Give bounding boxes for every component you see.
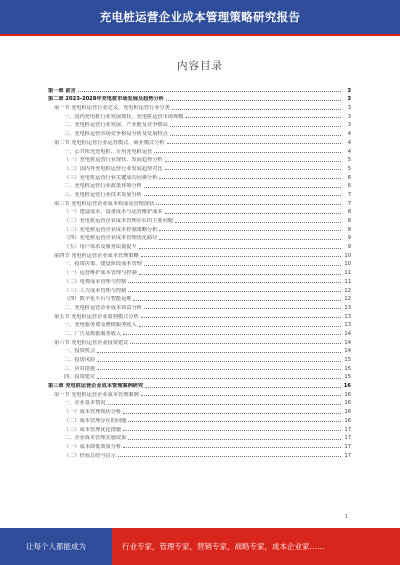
toc-entry-page: 12 [344,287,351,294]
toc-entry[interactable] [48,224,351,233]
toc-entry-page: 17 [344,426,351,433]
toc-leader-dots [139,248,341,249]
toc-leader-dots [144,265,341,266]
toc-leader-dots [97,352,341,353]
toc-entry-page: 3 [347,105,351,112]
toc-entry-text: （一）成本降低效果分析 [64,443,122,450]
toc-leader-dots [145,387,341,388]
toc-entry-page: 7 [347,191,351,198]
page-number: 1 [344,514,348,520]
toc-entry[interactable] [48,163,351,172]
toc-entry-text: 二、充电桩运营行业发展、产业链及竞争格局 [64,122,168,129]
toc-entry[interactable] [48,181,351,190]
toc-leader-dots [97,361,341,362]
toc-entry-page: 3 [347,113,351,120]
toc-entry[interactable] [48,450,351,459]
toc-entry-text: （一）充电桩运营行业现状、发展趋势分析 [64,157,163,164]
toc-entry[interactable] [48,276,351,285]
toc-entry-text: 二、充电桩运营企业成本效益分析 [64,304,142,311]
toc-leader-dots [154,152,341,153]
toc-leader-dots [123,447,341,448]
toc-entry[interactable] [48,346,351,355]
document-header [0,0,400,34]
toc-entry-page: 10 [344,252,351,259]
toc-entry[interactable] [48,233,351,242]
toc-entry-page: 3 [347,87,351,94]
toc-entry[interactable] [48,285,351,294]
toc-leader-dots [165,169,341,170]
toc-entry-text: （二）国内外充电桩运营行业发展趋势对比 [64,165,163,172]
toc-leader-dots [123,334,341,335]
toc-entry[interactable] [48,320,351,329]
toc-leader-dots [97,369,341,370]
toc-entry[interactable] [48,311,351,320]
toc-entry-page: 3 [347,96,351,103]
toc-entry-text: （三）充电桩运营企业成本控制策略分析 [64,226,158,233]
toc-entry-page: 16 [344,400,351,407]
toc-entry-text: 二、充电桩运营行业政策环境分析 [64,183,142,190]
toc-entry-text: 一、企业基本情况 [64,400,106,407]
toc-leader-dots [170,126,341,127]
toc-entry-page: 11 [344,278,351,285]
toc-entry-page: 16 [344,391,351,398]
toc-entry-page: 8 [347,226,351,233]
toc-entry[interactable] [48,398,351,407]
toc-entry[interactable] [48,302,351,311]
toc-leader-dots [128,291,341,292]
toc-entry[interactable] [48,172,351,181]
toc-entry[interactable] [48,250,351,259]
toc-leader-dots [144,187,341,188]
toc-entry[interactable] [48,198,351,207]
toc-entry-page: 16 [343,383,351,390]
table-of-contents [48,85,351,459]
toc-entry[interactable] [48,294,351,303]
toc-entry-page: 5 [347,165,351,172]
toc-leader-dots [128,282,341,283]
document-footer [0,528,400,565]
toc-entry-text: （一）建设成本、设备成本与运营维护成本 [64,209,163,216]
toc-entry[interactable] [48,259,351,268]
toc-entry-text: 第三章 充电桩运营企业成本管理案例研究 [48,383,144,390]
toc-entry[interactable] [48,389,351,398]
toc-entry-text: （二）电费成本管理与控制 [64,278,127,285]
toc-entry-text: （三）人力成本管理与控制 [64,287,127,294]
toc-entry-text: 第二章 2023-2028年充电桩市场发展及趋势分析 [48,96,164,103]
toc-entry-text: （二）成本管理存在的问题 [64,417,127,424]
toc-leader-dots [78,91,341,92]
toc-entry-page: 15 [344,374,351,381]
toc-leader-dots [128,421,341,422]
toc-leader-dots [141,256,341,257]
toc-entry-text: 二、投资风险 [64,357,96,363]
toc-entry[interactable] [48,111,351,120]
toc-leader-dots [123,430,341,431]
toc-entry-page: 13 [344,313,351,320]
toc-entry[interactable] [48,120,351,129]
toc-leader-dots [108,404,341,405]
toc-entry-text: （一）运营维护成本管理与控制 [64,270,137,277]
toc-entry-text: 第三节 充电桩运营企业成本构成及管理现状 [54,200,155,207]
toc-leader-dots [156,204,341,205]
toc-entry[interactable] [48,441,351,450]
toc-entry-page: 4 [347,148,351,155]
toc-leader-dots [133,300,341,301]
toc-leader-dots [141,317,341,318]
toc-entry[interactable] [48,146,351,155]
toc-entry[interactable] [48,433,351,442]
toc-entry-text: 第一节 充电桩运营企业成本管理案例 [54,391,139,398]
toc-entry[interactable] [48,85,351,94]
toc-leader-dots [185,117,341,118]
toc-entry-page: 16 [344,417,351,424]
toc-entry-page: 9 [347,244,351,251]
toc-entry-page: 14 [344,330,351,337]
toc-entry-text: （二）充电桩运营企业成本管理存在的主要问题 [64,218,173,224]
toc-entry[interactable] [48,189,351,198]
toc-entry-page: 6 [347,183,351,190]
toc-entry-text: （五）用户需求及服务质量提升 [64,244,137,251]
toc-entry[interactable] [48,267,351,276]
toc-leader-dots [97,378,341,379]
toc-leader-dots [123,413,341,414]
toc-entry-page: 16 [344,409,351,416]
toc-entry[interactable] [48,337,351,346]
toc-entry-text: 一、公共快充充电桩、专用充电桩运营 [64,148,153,155]
toc-entry-text: 第六节 充电桩运营企业投资建议 [54,339,129,346]
toc-entry-text: 一、投资决策、建设阶段成本管理 [64,261,142,268]
toc-entry[interactable] [48,380,351,389]
toc-entry[interactable] [48,424,351,433]
toc-entry-text: （二）经验总结与启示 [64,452,116,459]
toc-entry[interactable] [48,215,351,224]
toc-leader-dots [170,135,341,136]
toc-entry[interactable] [48,155,351,164]
toc-entry-text: 一、国内充电桩行业发展现状、充电桩运营市场规模 [64,113,184,120]
toc-entry[interactable] [48,328,351,337]
toc-leader-dots [159,239,341,240]
toc-entry[interactable] [48,415,351,424]
toc-entry-page: 13 [344,322,351,329]
toc-entry[interactable] [48,372,351,381]
toc-leader-dots [166,100,341,101]
toc-entry-page: 17 [344,435,351,442]
toc-entry[interactable] [48,363,351,372]
toc-entry-text: 一、投资机会 [64,348,96,355]
toc-entry-page: 17 [344,452,351,459]
toc-entry-page: 9 [347,235,351,242]
toc-entry-text: 四、投资建议 [64,374,96,381]
toc-entry-page: 3 [347,122,351,129]
toc-entry-text: 第五节 充电桩运营企业盈利模式分析 [54,313,139,320]
toc-leader-dots [159,178,341,179]
toc-entry-page: 14 [344,348,351,355]
toc-entry-text: （三）成本管理优化措施 [64,426,122,433]
toc-entry[interactable] [48,406,351,415]
footer-slogan-left: 让每个人都能成为 [26,542,86,551]
footer-slogan-right: 行业专家，管理专家，营销专家，战略专家，成本企业家…… [112,528,400,565]
toc-entry-page: 4 [347,139,351,146]
toc-entry-text: 三、充电桩运营行业技术发展分析 [64,191,142,198]
toc-leader-dots [141,395,341,396]
toc-entry-text: 二、企业成本管理实施效果 [64,435,127,442]
toc-entry-page: 15 [344,357,351,363]
toc-leader-dots [175,222,341,223]
toc-entry-page: 17 [344,443,351,450]
toc-entry-page: 13 [344,304,351,311]
toc-entry-page: 8 [347,218,351,224]
toc-entry-text: （三）充电桩运营行业关键成功因素分析 [64,174,158,181]
toc-entry[interactable] [48,94,351,103]
toc-leader-dots [159,230,341,231]
toc-entry-page: 7 [347,200,351,207]
toc-entry[interactable] [48,128,351,137]
toc-leader-dots [172,109,341,110]
toc-entry[interactable] [48,102,351,111]
toc-entry-page: 5 [347,157,351,164]
toc-entry[interactable] [48,207,351,216]
toc-leader-dots [165,213,341,214]
toc-page [0,36,400,528]
toc-entry-page: 14 [344,339,351,346]
toc-entry-page: 8 [347,209,351,216]
toc-entry[interactable] [48,241,351,250]
toc-leader-dots [167,143,341,144]
toc-entry-text: 二、广告及数据服务收入 [64,330,122,337]
toc-entry-page: 10 [344,261,351,268]
toc-leader-dots [130,343,341,344]
toc-entry-text: 三、充电桩运营市场竞争格局分析及发展特点 [64,131,168,138]
toc-entry-page: 4 [347,131,351,138]
toc-leader-dots [139,274,341,275]
toc-heading: 内容目录 [177,60,223,72]
toc-entry-page: 12 [344,296,351,303]
toc-entry-text: 第一节 充电桩运营行业定义、充电桩运营行业分类 [54,105,170,112]
toc-entry-text: 一、充电服务费及增值服务收入 [64,322,137,329]
toc-entry-text: 第二节 充电桩运营行业运营模式、商业模式分析 [54,139,165,146]
toc-entry[interactable] [48,354,351,363]
toc-entry-text: 三、应对措施 [64,365,96,372]
document-title: 充电桩运营企业成本管理策略研究报告 [99,10,301,24]
toc-leader-dots [128,439,341,440]
toc-entry-page: 6 [347,174,351,181]
toc-leader-dots [118,456,341,457]
toc-entry-text: （一）成本管理现状分析 [64,409,122,416]
toc-entry[interactable] [48,137,351,146]
toc-leader-dots [139,326,341,327]
toc-leader-dots [144,308,341,309]
toc-leader-dots [165,161,341,162]
toc-entry-page: 15 [344,365,351,372]
toc-entry-text: 第四节 充电桩运营企业成本管理策略 [54,252,139,259]
toc-entry-page: 11 [344,270,351,277]
toc-leader-dots [144,195,341,196]
toc-entry-text: 第一章 前言 [48,87,76,94]
toc-entry-text: （四）充电桩运营企业成本管理优化路径 [64,235,158,242]
toc-entry-text: （四）数字化平台与智能运维 [64,296,132,303]
